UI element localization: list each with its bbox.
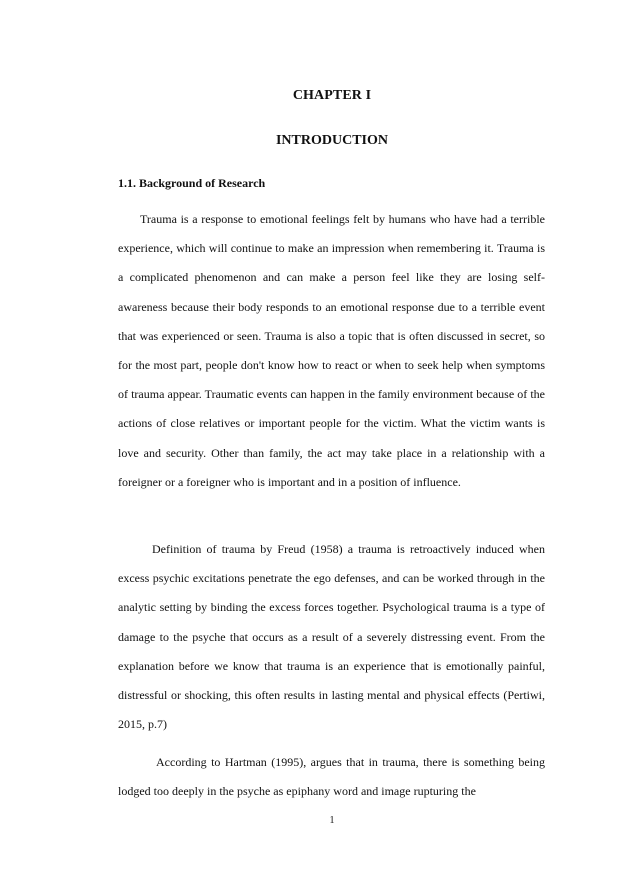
chapter-label: CHAPTER I bbox=[292, 88, 372, 103]
chapter-title: INTRODUCTION bbox=[275, 133, 388, 148]
paragraph-hartman: According to Hartman (1995), argues that in trauma, there is something being lodged too deeply in the psyche as epiphany word and image rupturing the bbox=[118, 755, 545, 799]
section-heading: 1.1. Background of Research bbox=[118, 176, 266, 190]
page-number: 1 bbox=[329, 815, 335, 826]
paragraph-trauma-response: Trauma is a response to emotional feelings felt by humans who have had a terrible experience, which will continue to make an impression when remembering it. Trauma is a complicated phenomenon and can make a person feel like they are losing self-awareness because their body responds to an emotional response due to a terrible event that was experienced or seen. Trauma is also a topic that is often discussed in secret, so for the most part, people don't know how to react or when to seek help when symptoms of trauma appear. Traumatic events can happen in the family environment because of the actions of close relatives or important people for the victim. What the victim wants is love and security. Other than family, the act may take place in a relationship with a foreigner or a foreigner who is important and in a position of influence. bbox=[118, 212, 545, 489]
paragraph-freud-definition: Definition of trauma by Freud (1958) a trauma is retroactively induced when excess psychic excitations penetrate the ego defenses, and can be worked through in the analytic setting by binding the excess forces together. Psychological trauma is a type of damage to the psyche that occurs as a result of a severely distressing event. From the explanation before we know that trauma is an experience that is emotionally painful, distressful or shocking, this often results in lasting mental and physical effects (Pertiwi, 2015, p.7) bbox=[118, 542, 545, 732]
